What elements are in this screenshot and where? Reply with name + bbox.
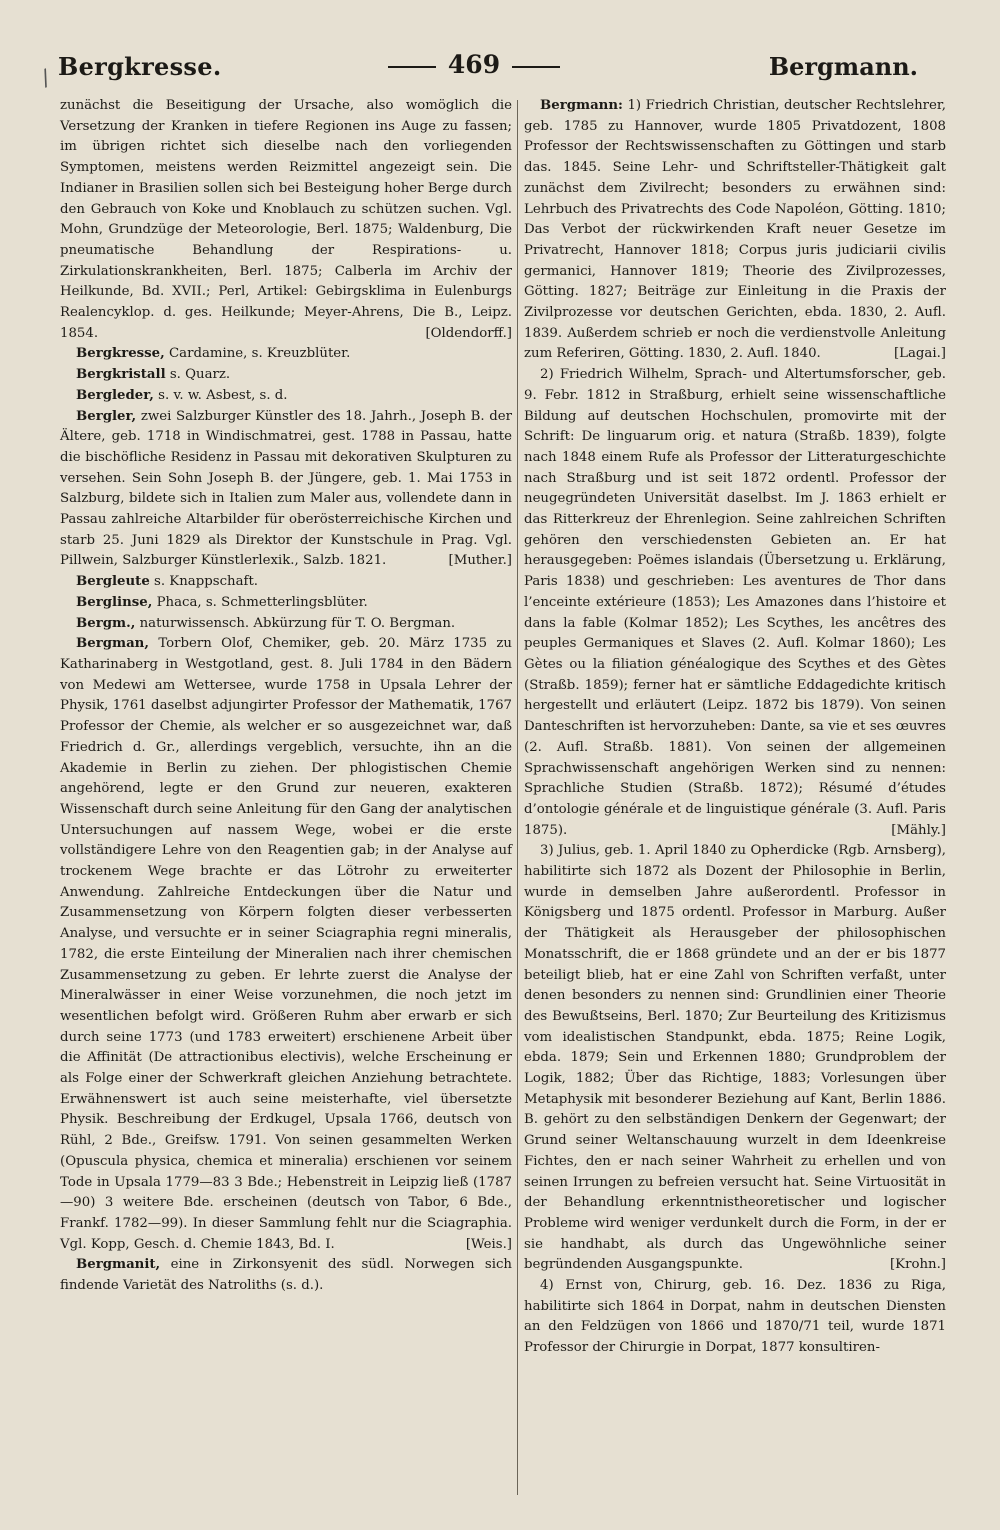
entry-text: eine in Zirkonsyenit des südl. Norwegen sich findende Varietät des Natroliths (s. d.). [60,1257,512,1294]
article-entry [60,344,512,365]
entry-headword: Bergkresse, [76,346,165,362]
entry-text: 2) Friedrich Wilhelm, Sprach- und Altertumsforscher, geb. 9. Febr. 1812 in Straßburg, erhielt seine wissenschaftliche Bildung auf deutschen Hochschulen, promovirte mit der Schrift: De linguarum orig. et natura (Straßb. 1839), folgte nach 1848 einem Rufe als Professor der Litteraturgeschichte nach Straßburg und ist seit 1872 ordentl. Professor der neugegründeten Universität daselbst. Im J. 1863 erhielt er das Ritterkreuz der Ehrenlegion. Seine zahlreichen Schriften gehören den verschiedensten Gebieten an. Er hat herausgegeben: Poëmes islandais (Übersetzung u. Erklärung, Paris 1838) und geschrieben: Les aventures de Thor dans l’enceinte extérieure (1853); Les Amazones dans l’histoire et dans la fable (Kolmar 1852); Les Scythes, les ancêtres des peuples Germaniques et Slaves (2. Aufl. Kolmar 1860); Les Gètes ou la filiation généalogique des Scythes et des Gètes (Straßb. 1859); ferner hat er sämtliche Eddagedichte kritisch hergestellt und erläutert (Leipz. 1872 bis 1879). Von seinen Danteschriften ist hervorzuheben: Dante, sa vie et ses œuvres (2. Aufl. Straßb. 1881). Von seinen der allgemeinen Sprachwissenschaft angehörigen Werken sind zu nennen: Sprachliche Studien (Straßb. 1872); Résumé d’études d’ontologie générale et de linguistique générale (3. Aufl. Paris 1875). [524,367,946,838]
article-entry [60,386,512,407]
entry-text: Torbern Olof, Chemiker, geb. 20. März 1735 zu Katharinaberg in Westgotland, gest. 8. Juli 1784 in den Bädern von Medewi am Wettersee, wurde 1758 in Upsala Lehrer der Physik, 1761 daselbst adjungirter Professor der Mathematik, 1767 Professor der Chemie, als welcher er so ausgezeichnet war, daß Friedrich d. Gr., allerdings vergeblich, versuchte, ihn an die Akademie in Berlin zu ziehen. Der phlogistischen Chemie angehörend, legte er den Grund zur neueren, exakteren Wissenschaft durch seine Anleitung für den Gang der analytischen Untersuchungen auf nassem Wege, wobei er die erste vollständigere Lehre von den Reagentien gab; in der Analyse auf trockenem Wege brachte er das Lötrohr zu erweiterter Anwendung. Zahlreiche Entdeckungen über die Natur und Zusammensetzung von Körpern folgten dieser verbesserten Analyse, und versuchte er in seiner Sciagraphia regni mineralis, 1782, die erste Einteilung der Mineralien nach ihrer chemischen Zusammensetzung zu geben. Er lehrte zuerst die Analyse der Mineralwässer in einer Weise vorzunehmen, die noch jetzt im wesentlichen befolgt wird. Größeren Ruhm aber erwarb er sich durch seine 1773 (und 1783 erweitert) erschienene Arbeit über die Affinität (De attractionibus electivis), welche Erscheinung er als Folge einer der Schwerkraft gleichen Anziehung betrachtete. Erwähnenswert ist auch seine meisterhafte, viel übersetzte Physik. Beschreibung der Erdkugel, Upsala 1766, deutsch von Rühl, 2 Bde., Greifsw. 1791. Von seinen gesammelten Werken (Opuscula physica, chemica et mineralia) erschienen vor seinem Tode in Upsala 1779—83 3 Bde.; Hebenstreit in Leipzig ließ (1787—90) 3 weitere Bde. erscheinen (deutsch von Tabor, 6 Bde., Frankf. 1782—99). In dieser Sammlung fehlt nur die Sciagraphia. Vgl. Kopp, Gesch. d. Chemie 1843, Bd. I. [60,636,512,1252]
author-signature: [Weis.] [465,1236,512,1252]
article-subentry [524,841,946,1276]
article-entry [60,572,512,593]
entry-headword: Bergkristall [76,367,166,383]
article-paragraph: zunächst die Beseitigung der Ursache, also womöglich die Versetzung der Kranken in tiefere Regionen ins Auge zu fassen; im übrigen richtet sich dieselbe nach den vorliegenden Symptomen, meistens werden Reizmittel angezeigt sein. Die Indianer in Brasilien sollen sich bei Besteigung hoher Berge durch den Gebrauch von Koke und Knoblauch zu schützen suchen. Vgl. Mohn, Grundzüge der Meteorologie, Berl. 1875; Waldenburg, Die pneumatische Behandlung der Respirations- u. Zirkulationskrankheiten, Berl. 1875; Calberla im Archiv der Heilkunde, Bd. XVII.; Perl, Artikel: Gebirgsklima in Eulenburgs Realencyklop. d. ges. Heilkunde; Meyer-Ahrens, Die B., Leipz. 1854. [Oldendorff.] [60,96,512,344]
entry-text: s. v. w. Asbest, s. d. [158,387,288,403]
rule-right [512,66,560,68]
rule-left [388,66,436,68]
entry-text: zwei Salzburger Künstler des 18. Jahrh., Joseph B. der Ältere, geb. 1718 in Windischmatrei, gest. 1788 in Passau, hatte die bischöfliche Residenz in Passau mit dekorativen Skulpturen zu versehen. Sein Sohn Joseph B. der Jüngere, geb. 1. Mai 1753 in Salzburg, bildete sich in Italien zum Maler aus, vollendete dann in Passau zahlreiche Altarbilder für oberösterreichische Kirchen und starb 25. Juni 1829 als Direktor der Kunstschule in Prag. Vgl. Pillwein, Salzburger Künstlerlexik., Salzb. 1821. [60,408,512,569]
entry-headword: Bergler, [76,408,137,424]
left-column [60,96,512,1297]
entry-text: Phaca, s. Schmetterlingsblüter. [156,594,368,610]
author-signature: [Muther.] [448,553,512,569]
entry-text: naturwissensch. Abkürzung für T. O. Bergman. [139,615,456,631]
entry-text: 3) Julius, geb. 1. April 1840 zu Opherdicke (Rgb. Arnsberg), habilitirte sich 1872 als Dozent der Philosophie in Berlin, wurde in demselben Jahre außerordentl. Professor in Königsberg und 1875 ordentl. Professor in Marburg. Außer der Thätigkeit als Herausgeber der philosophischen Monatsschrift, die er 1868 gründete und an der er bis 1877 beteiligt blieb, hat er eine Zahl von Schriften verfaßt, unter denen besonders zu nennen sind: Grundlinien einer Theorie des Bewußtseins, Berl. 1870; Zur Beurteilung des Kritizismus vom idealistischen Standpunkt, ebda. 1875; Reine Logik, ebda. 1879; Sein und Erkennen 1880; Grundproblem der Logik, 1882; Über das Richtige, 1883; Vorlesungen über Metaphysik mit besonderer Beziehung auf Kant, Berlin 1886. B. gehört zu den selbständigen Denkern der Gegenwart; der Grund seiner Weltanschauung wurzelt in dem Ideenkreise Fichtes, den er nach seiner Wahrheit zu erhellen und von seinen Irrungen zu befreien versucht hat. Seine Virtuosität in der Behandlung erkenntnistheoretischer und logischer Probleme wird weniger verdunkelt durch die Form, in der er sie handhabt, als durch das Ungewöhnliche seiner begründenden Ausgangspunkte. [524,843,946,1273]
entry-headword: Bergmanit, [76,1257,161,1273]
entry-headword: Bergleute [76,574,150,590]
running-head-right: Bergmann. [768,52,918,81]
entry-text: Cardamine, s. Kreuzblüter. [168,346,351,362]
column-divider [517,100,518,1495]
article-entry [60,407,512,573]
article-subentry [524,1276,946,1359]
entry-headword: Bergleder, [76,387,154,403]
margin-mark: / [37,65,54,92]
entry-text: s. Quarz. [169,367,231,383]
author-signature: [Krohn.] [889,1257,946,1273]
running-head-left: Bergkresse. [58,52,222,81]
entry-headword: Bergm., [76,615,136,631]
article-entry [60,614,512,635]
author-signature: [Oldendorff.] [425,325,512,341]
article-entry [524,96,946,365]
entry-headword: Bergman, [76,636,149,652]
page-number: 469 [447,50,501,79]
entry-headword: Berglinse, [76,594,153,610]
entry-text: s. Knappschaft. [154,574,259,590]
entry-text: 4) Ernst von, Chirurg, geb. 16. Dez. 1836 zu Riga, habilitirte sich 1864 in Dorpat, nahm in deutschen Diensten an den Feldzügen von 1866 und 1870/71 teil, wurde 1871 Professor der Chirurgie in Dorpat, 1877 konsultiren- [524,1278,946,1356]
article-entry [60,634,512,1255]
article-entry [60,365,512,386]
article-subentry [524,365,946,841]
right-column [524,96,946,1359]
text-columns [36,90,946,1530]
entry-headword: Bergmann: [540,98,623,113]
article-entry [60,1255,512,1296]
article-entry [60,593,512,614]
author-signature: [Mähly.] [891,822,946,838]
entry-text: 1) Friedrich Christian, deutscher Rechtslehrer, geb. 1785 zu Hannover, wurde 1805 Privatdozent, 1808 Professor der Rechtswissenschaften zu Göttingen und starb das. 1845. Seine Lehr- und Schriftsteller-Thätigkeit galt zunächst dem Zivilrecht; besonders zu erwähnen sind: Lehrbuch des Privatrechts des Code Napoléon, Götting. 1810; Das Verbot der rückwirkenden Kraft neuer Gesetze im Privatrecht, Hannover 1818; Corpus juris judiciarii civilis germanici, Hannover 1819; Theorie des Zivilprozesses, Götting. 1827; Beiträge zur Einleitung in die Praxis der Zivilprozesse vor deutschen Gerichten, ebda. 1830, 2. Aufl. 1839. Außerdem schrieb er noch die verdienstvolle Anleitung zum Referiren, Götting. 1830, 2. Aufl. 1840. [524,98,946,362]
page-header [36,46,918,92]
author-signature: [Lagai.] [893,346,946,362]
